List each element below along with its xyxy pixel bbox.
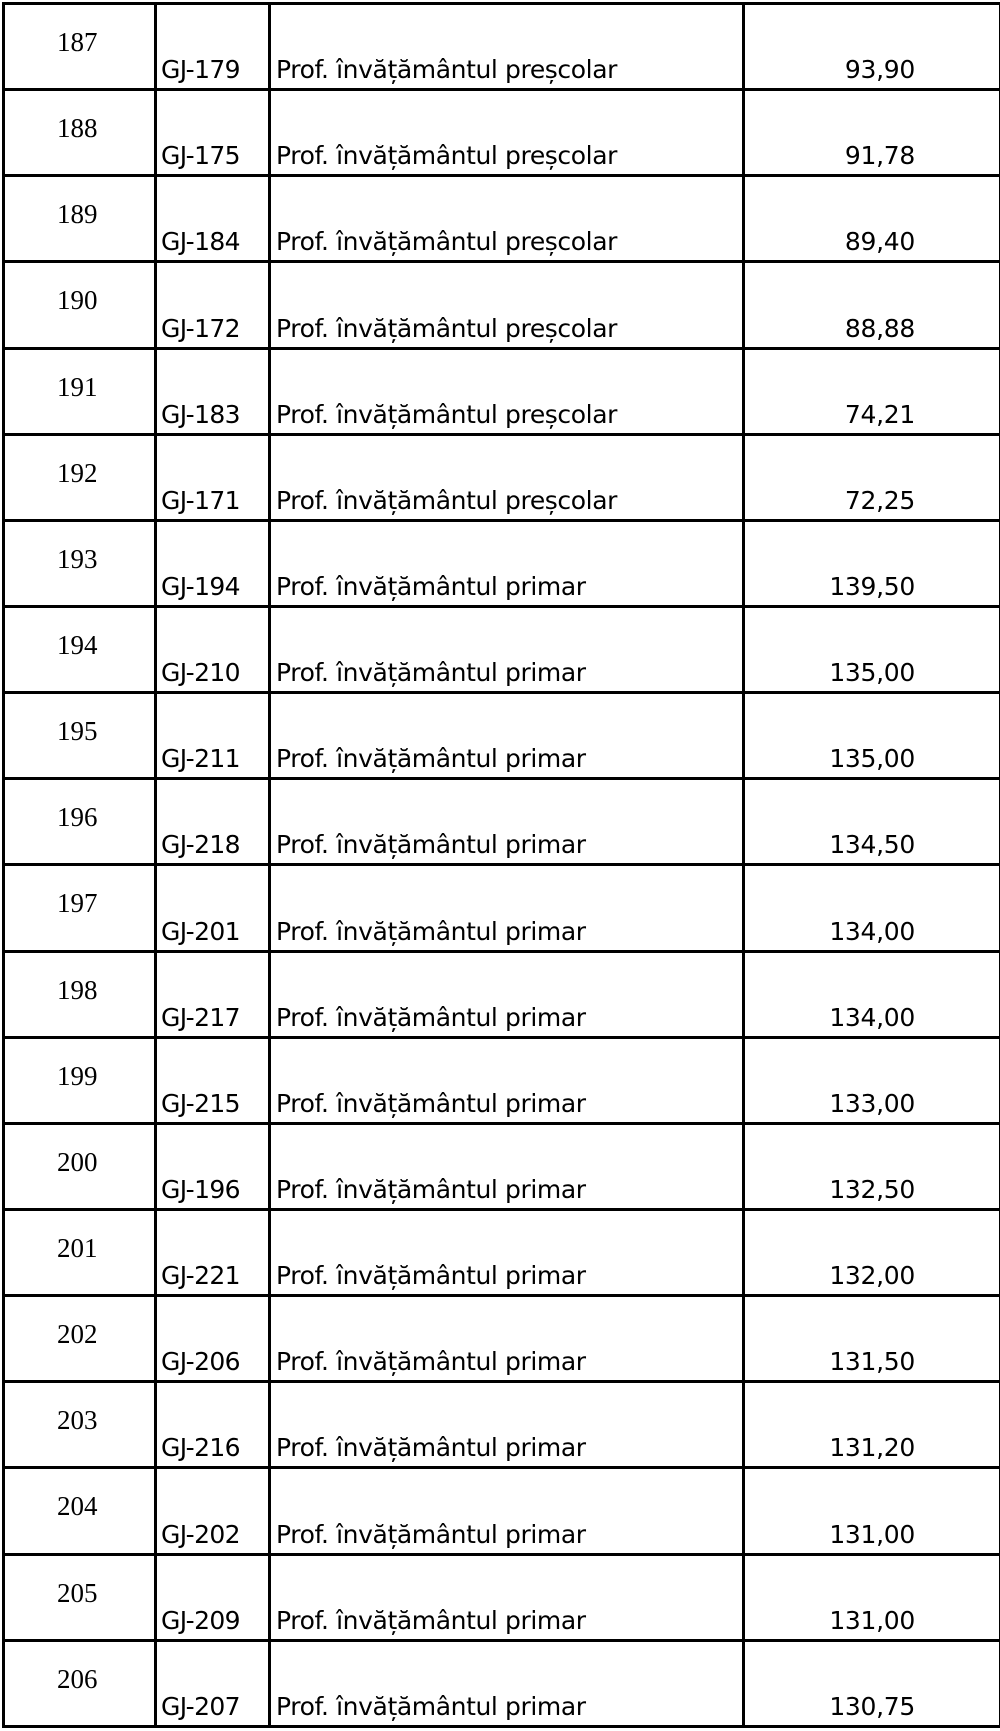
code-cell — [156, 4, 270, 90]
table-row — [4, 4, 1000, 90]
row-number-cell — [4, 1296, 156, 1382]
row-number-cell — [4, 693, 156, 779]
row-number-cell — [4, 1554, 156, 1640]
row-number-cell — [4, 434, 156, 520]
row-number-cell — [4, 176, 156, 262]
code-cell — [156, 1640, 270, 1726]
score-cell — [744, 1640, 1000, 1726]
row-number-cell — [4, 262, 156, 348]
code-cell — [156, 1554, 270, 1640]
function-cell — [270, 1037, 744, 1123]
code-cell — [156, 520, 270, 606]
function-cell — [270, 1640, 744, 1726]
function-cell — [270, 1382, 744, 1468]
table-row — [4, 693, 1000, 779]
score-text: 131,00 — [829, 1605, 915, 1635]
row-number-text: 187 — [57, 27, 98, 57]
score-text: 134,00 — [829, 1002, 915, 1032]
score-cell — [744, 434, 1000, 520]
row-number-cell — [4, 779, 156, 865]
row-number-text: 188 — [57, 113, 98, 144]
score-cell — [744, 1037, 1000, 1123]
function-cell — [270, 951, 744, 1037]
score-cell — [744, 90, 1000, 176]
score-text: 134,50 — [829, 830, 915, 860]
function-text: Prof. învățământul primar — [276, 744, 586, 774]
function-cell — [270, 348, 744, 434]
row-number-cell — [4, 1123, 156, 1209]
score-text: 135,00 — [829, 744, 915, 774]
score-cell — [744, 693, 1000, 779]
row-number-text: 201 — [57, 1232, 98, 1263]
score-cell — [744, 865, 1000, 951]
row-number-text: 199 — [57, 1060, 98, 1091]
code-text: GJ-183 — [161, 399, 240, 429]
score-cell — [744, 4, 1000, 90]
function-cell — [270, 606, 744, 692]
function-text: Prof. învățământul primar — [276, 1692, 586, 1721]
function-cell — [270, 434, 744, 520]
table-row — [4, 779, 1000, 865]
code-cell — [156, 779, 270, 865]
table-row — [4, 951, 1000, 1037]
row-number-cell — [4, 1640, 156, 1726]
row-number-cell — [4, 520, 156, 606]
row-number-text: 191 — [57, 371, 98, 402]
function-cell — [270, 520, 744, 606]
score-cell — [744, 606, 1000, 692]
table-row — [4, 1123, 1000, 1209]
function-cell — [270, 262, 744, 348]
score-cell — [744, 1468, 1000, 1554]
row-number-text: 204 — [57, 1491, 98, 1522]
code-cell — [156, 693, 270, 779]
function-text: Prof. învățământul primar — [276, 571, 586, 601]
function-text: Prof. învățământul primar — [276, 830, 586, 860]
results-table — [2, 2, 1000, 1728]
score-cell — [744, 1123, 1000, 1209]
code-cell — [156, 951, 270, 1037]
score-text: 88,88 — [844, 313, 915, 343]
table-row — [4, 1209, 1000, 1295]
score-cell — [744, 262, 1000, 348]
score-text: 93,90 — [844, 55, 915, 85]
function-cell — [270, 4, 744, 90]
function-cell — [270, 865, 744, 951]
score-text: 91,78 — [844, 141, 915, 171]
row-number-cell — [4, 1209, 156, 1295]
score-text: 133,00 — [829, 1088, 915, 1118]
code-text: GJ-201 — [161, 916, 240, 946]
row-number-text: 189 — [57, 199, 98, 230]
table-body — [4, 4, 1000, 1727]
function-text: Prof. învățământul primar — [276, 916, 586, 946]
code-text: GJ-211 — [161, 744, 240, 774]
row-number-text: 195 — [57, 716, 98, 747]
score-text: 131,20 — [829, 1433, 915, 1463]
code-cell — [156, 90, 270, 176]
function-text: Prof. învățământul preșcolar — [276, 141, 618, 171]
code-text: GJ-207 — [161, 1692, 240, 1721]
score-text: 131,00 — [829, 1519, 915, 1549]
table-row — [4, 262, 1000, 348]
row-number-text: 192 — [57, 457, 98, 488]
function-text: Prof. învățământul primar — [276, 1174, 586, 1204]
function-text: Prof. învățământul primar — [276, 658, 586, 688]
code-text: GJ-184 — [161, 227, 240, 257]
code-text: GJ-216 — [161, 1433, 240, 1463]
row-number-cell — [4, 606, 156, 692]
row-number-cell — [4, 4, 156, 90]
code-cell — [156, 1468, 270, 1554]
function-cell — [270, 176, 744, 262]
table-row — [4, 1037, 1000, 1123]
function-cell — [270, 1296, 744, 1382]
code-text: GJ-218 — [161, 830, 240, 860]
score-text: 139,50 — [829, 571, 915, 601]
function-text: Prof. învățământul primar — [276, 1261, 586, 1291]
code-cell — [156, 176, 270, 262]
code-cell — [156, 348, 270, 434]
code-text: GJ-209 — [161, 1605, 240, 1635]
code-cell — [156, 606, 270, 692]
score-cell — [744, 779, 1000, 865]
score-cell — [744, 1296, 1000, 1382]
score-text: 72,25 — [844, 485, 915, 515]
row-number-cell — [4, 1037, 156, 1123]
row-number-text: 203 — [57, 1405, 98, 1436]
table-row — [4, 1554, 1000, 1640]
row-number-text: 193 — [57, 543, 98, 574]
row-number-text: 190 — [57, 285, 98, 316]
function-cell — [270, 1468, 744, 1554]
code-cell — [156, 434, 270, 520]
table-row — [4, 434, 1000, 520]
function-cell — [270, 693, 744, 779]
function-cell — [270, 1554, 744, 1640]
code-cell — [156, 1382, 270, 1468]
score-text: 132,00 — [829, 1261, 915, 1291]
function-text: Prof. învățământul primar — [276, 1002, 586, 1032]
code-text: GJ-194 — [161, 571, 240, 601]
row-number-text: 196 — [57, 802, 98, 833]
row-number-text: 205 — [57, 1577, 98, 1608]
function-text: Prof. învățământul primar — [276, 1519, 586, 1549]
code-cell — [156, 1209, 270, 1295]
code-text: GJ-171 — [161, 485, 240, 515]
row-number-text: 194 — [57, 629, 98, 660]
score-cell — [744, 1382, 1000, 1468]
row-number-text: 197 — [57, 888, 98, 919]
code-cell — [156, 1123, 270, 1209]
row-number-cell — [4, 348, 156, 434]
score-text: 134,00 — [829, 916, 915, 946]
score-cell — [744, 348, 1000, 434]
score-text: 131,50 — [829, 1347, 915, 1377]
score-text: 132,50 — [829, 1174, 915, 1204]
score-text: 135,00 — [829, 658, 915, 688]
code-text: GJ-221 — [161, 1261, 240, 1291]
score-cell — [744, 520, 1000, 606]
function-cell — [270, 90, 744, 176]
code-text: GJ-172 — [161, 313, 240, 343]
code-text: GJ-210 — [161, 658, 240, 688]
table-row — [4, 520, 1000, 606]
score-text: 130,75 — [829, 1692, 915, 1721]
table-row — [4, 1468, 1000, 1554]
function-cell — [270, 1123, 744, 1209]
code-cell — [156, 865, 270, 951]
score-cell — [744, 951, 1000, 1037]
score-cell — [744, 1209, 1000, 1295]
row-number-cell — [4, 1468, 156, 1554]
function-text: Prof. învățământul preșcolar — [276, 55, 618, 85]
score-text: 89,40 — [844, 227, 915, 257]
function-text: Prof. învățământul primar — [276, 1088, 586, 1118]
row-number-cell — [4, 1382, 156, 1468]
row-number-text: 202 — [57, 1319, 98, 1350]
code-text: GJ-202 — [161, 1519, 240, 1549]
row-number-text: 206 — [57, 1663, 98, 1694]
table-row — [4, 1296, 1000, 1382]
score-text: 74,21 — [844, 399, 915, 429]
row-number-text: 200 — [57, 1146, 98, 1177]
table-row — [4, 606, 1000, 692]
table-row — [4, 176, 1000, 262]
function-cell — [270, 779, 744, 865]
function-text: Prof. învățământul preșcolar — [276, 227, 618, 257]
score-cell — [744, 176, 1000, 262]
function-cell — [270, 1209, 744, 1295]
code-cell — [156, 1037, 270, 1123]
code-text: GJ-175 — [161, 141, 240, 171]
table-row — [4, 348, 1000, 434]
function-text: Prof. învățământul preșcolar — [276, 485, 618, 515]
row-number-cell — [4, 951, 156, 1037]
row-number-cell — [4, 865, 156, 951]
code-text: GJ-217 — [161, 1002, 240, 1032]
score-cell — [744, 1554, 1000, 1640]
function-text: Prof. învățământul primar — [276, 1433, 586, 1463]
table-row — [4, 1640, 1000, 1726]
table-row — [4, 90, 1000, 176]
function-text: Prof. învățământul preșcolar — [276, 399, 618, 429]
table-row — [4, 1382, 1000, 1468]
row-number-text: 198 — [57, 974, 98, 1005]
function-text: Prof. învățământul primar — [276, 1347, 586, 1377]
table-row — [4, 865, 1000, 951]
code-cell — [156, 1296, 270, 1382]
code-text: GJ-215 — [161, 1088, 240, 1118]
function-text: Prof. învățământul primar — [276, 1605, 586, 1635]
code-cell — [156, 262, 270, 348]
code-text: GJ-196 — [161, 1174, 240, 1204]
code-text: GJ-206 — [161, 1347, 240, 1377]
row-number-cell — [4, 90, 156, 176]
function-text: Prof. învățământul preșcolar — [276, 313, 618, 343]
code-text: GJ-179 — [161, 55, 240, 85]
